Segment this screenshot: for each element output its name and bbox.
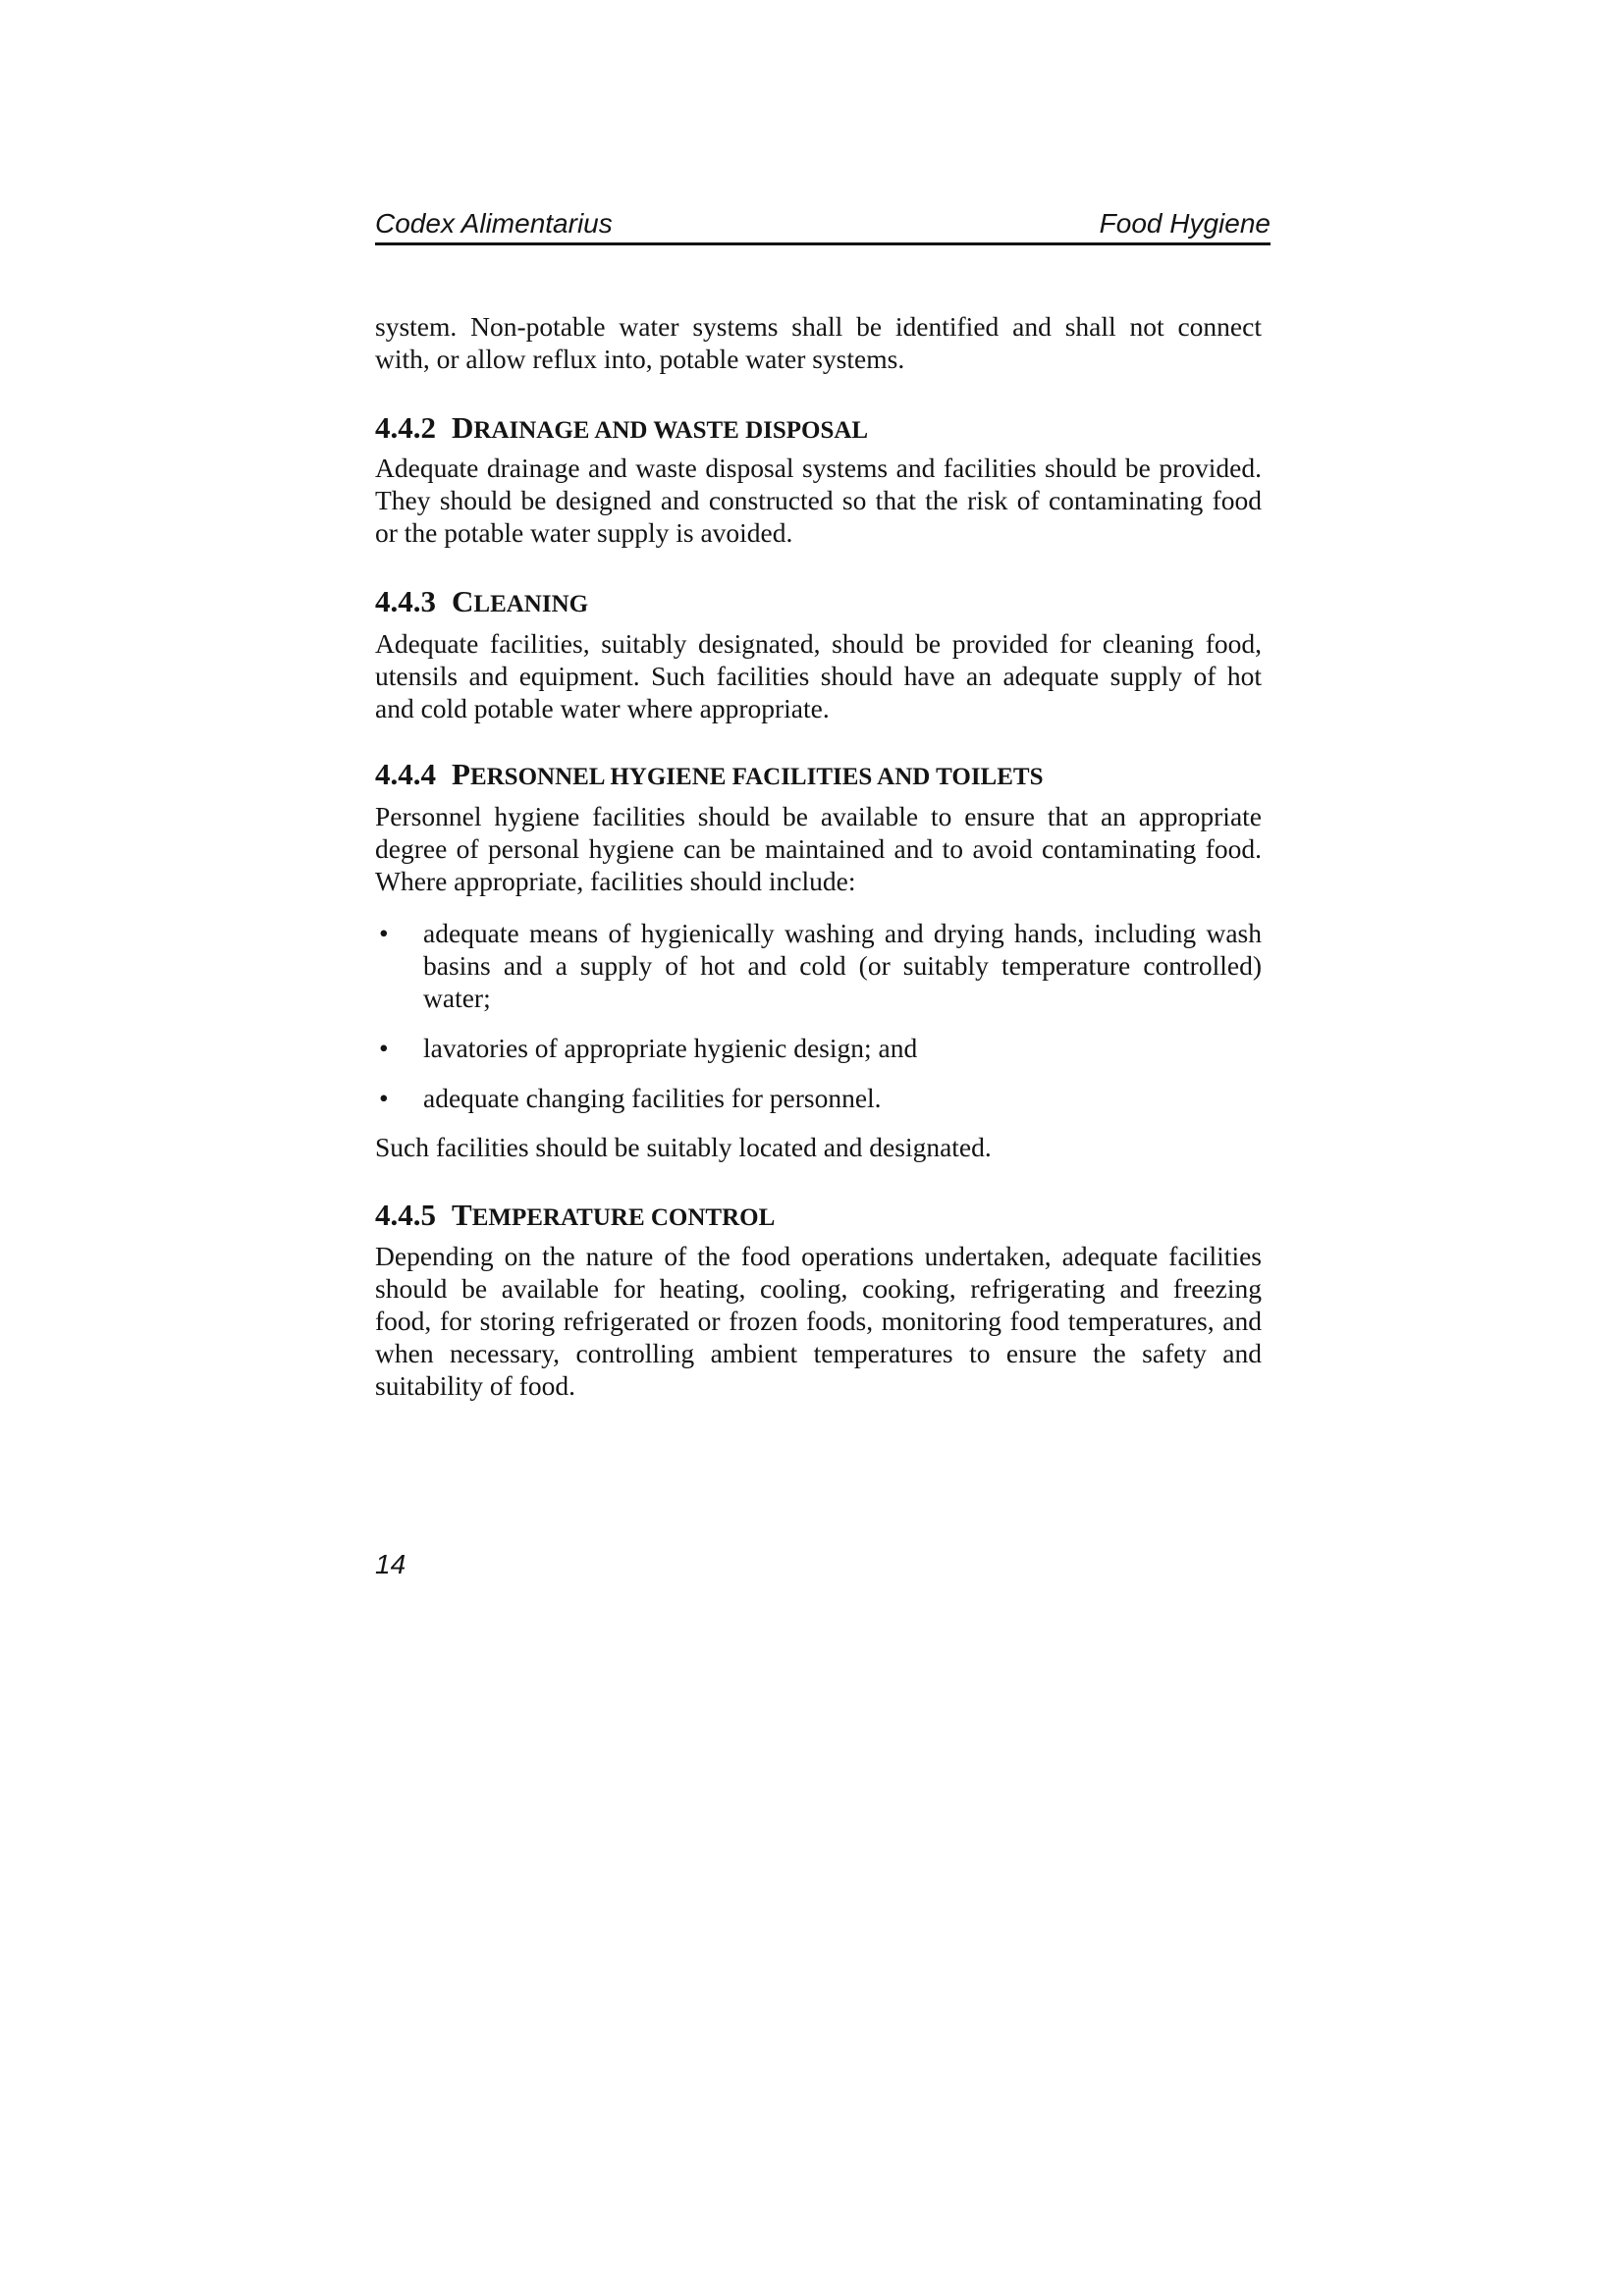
intro-paragraph <box>375 310 1262 375</box>
section-title: CLEANING <box>452 584 589 618</box>
section-heading <box>375 582 1271 621</box>
paragraph-line: They should be designed and constructed so that the risk of contaminating food <box>375 485 1262 515</box>
bullet-list-item <box>375 1032 1262 1064</box>
paragraph-line: suitability of food. <box>375 1370 575 1401</box>
paragraph-line: Such facilities should be suitably located and designated. <box>375 1132 992 1162</box>
section-number: 4.4.4 <box>375 757 436 791</box>
bullet-symbol: • <box>379 918 389 948</box>
section-paragraph <box>375 627 1262 724</box>
section-paragraph <box>375 452 1262 549</box>
paragraph-line: Depending on the nature of the food operations undertaken, adequate facilities <box>375 1241 1262 1271</box>
bullet-symbol: • <box>379 1083 389 1113</box>
paragraph-line: water; <box>423 983 491 1013</box>
bullet-text <box>423 1082 1262 1114</box>
header-left-title: Codex Alimentarius <box>375 208 613 239</box>
paragraph-line: Personnel hygiene facilities should be available to ensure that an appropriate <box>375 801 1262 831</box>
bullet-symbol: • <box>379 1033 389 1063</box>
section-number: 4.4.5 <box>375 1198 436 1232</box>
section-heading <box>375 755 1271 794</box>
section-heading <box>375 408 1271 448</box>
section-title: TEMPERATURE CONTROL <box>452 1198 776 1232</box>
paragraph-line: adequate changing facilities for personnel. <box>423 1083 882 1113</box>
paragraph-line: degree of personal hygiene can be maintained and to avoid contaminating food. <box>375 833 1262 864</box>
section-heading <box>375 1196 1271 1235</box>
paragraph-line: lavatories of appropriate hygienic design; and <box>423 1033 918 1063</box>
paragraph-line: Where appropriate, facilities should include: <box>375 866 856 896</box>
paragraph-line: should be available for heating, cooling, cooking, refrigerating and freezing <box>375 1273 1262 1304</box>
paragraph-line: basins and a supply of hot and cold (or suitably temperature controlled) <box>423 950 1262 981</box>
section-number: 4.4.2 <box>375 410 436 445</box>
bullet-list-item <box>375 1082 1262 1114</box>
header-right-title: Food Hygiene <box>1099 208 1271 239</box>
header-rule <box>375 242 1271 245</box>
paragraph-line: and cold potable water where appropriate. <box>375 693 830 723</box>
paragraph-line: when necessary, controlling ambient temperatures to ensure the safety and <box>375 1338 1262 1368</box>
section-title: PERSONNEL HYGIENE FACILITIES AND TOILETS <box>452 757 1044 791</box>
paragraph-line: with, or allow reflux into, potable water systems. <box>375 344 905 374</box>
paragraph-line: or the potable water supply is avoided. <box>375 517 793 548</box>
page-number: 14 <box>375 1549 406 1579</box>
paragraph-line: Adequate facilities, suitably designated, should be provided for cleaning food, <box>375 628 1262 659</box>
paragraph-line: adequate means of hygienically washing and drying hands, including wash <box>423 918 1262 948</box>
section-paragraph <box>375 1240 1262 1402</box>
bullet-text <box>423 917 1262 1014</box>
paragraph-line: system. Non-potable water systems shall be identified and shall not connect <box>375 311 1262 342</box>
section-number: 4.4.3 <box>375 584 436 618</box>
paragraph-line: food, for storing refrigerated or frozen foods, monitoring food temperatures, and <box>375 1306 1262 1336</box>
section-paragraph <box>375 800 1262 897</box>
running-header <box>375 207 1271 240</box>
bullet-text <box>423 1032 1262 1064</box>
paragraph-line: utensils and equipment. Such facilities should have an adequate supply of hot <box>375 661 1262 691</box>
bullet-list-item <box>375 917 1262 1014</box>
paragraph-line: Adequate drainage and waste disposal systems and facilities should be provided. <box>375 453 1262 483</box>
section-title: DRAINAGE AND WASTE DISPOSAL <box>452 410 869 445</box>
closing-paragraph <box>375 1131 1262 1163</box>
